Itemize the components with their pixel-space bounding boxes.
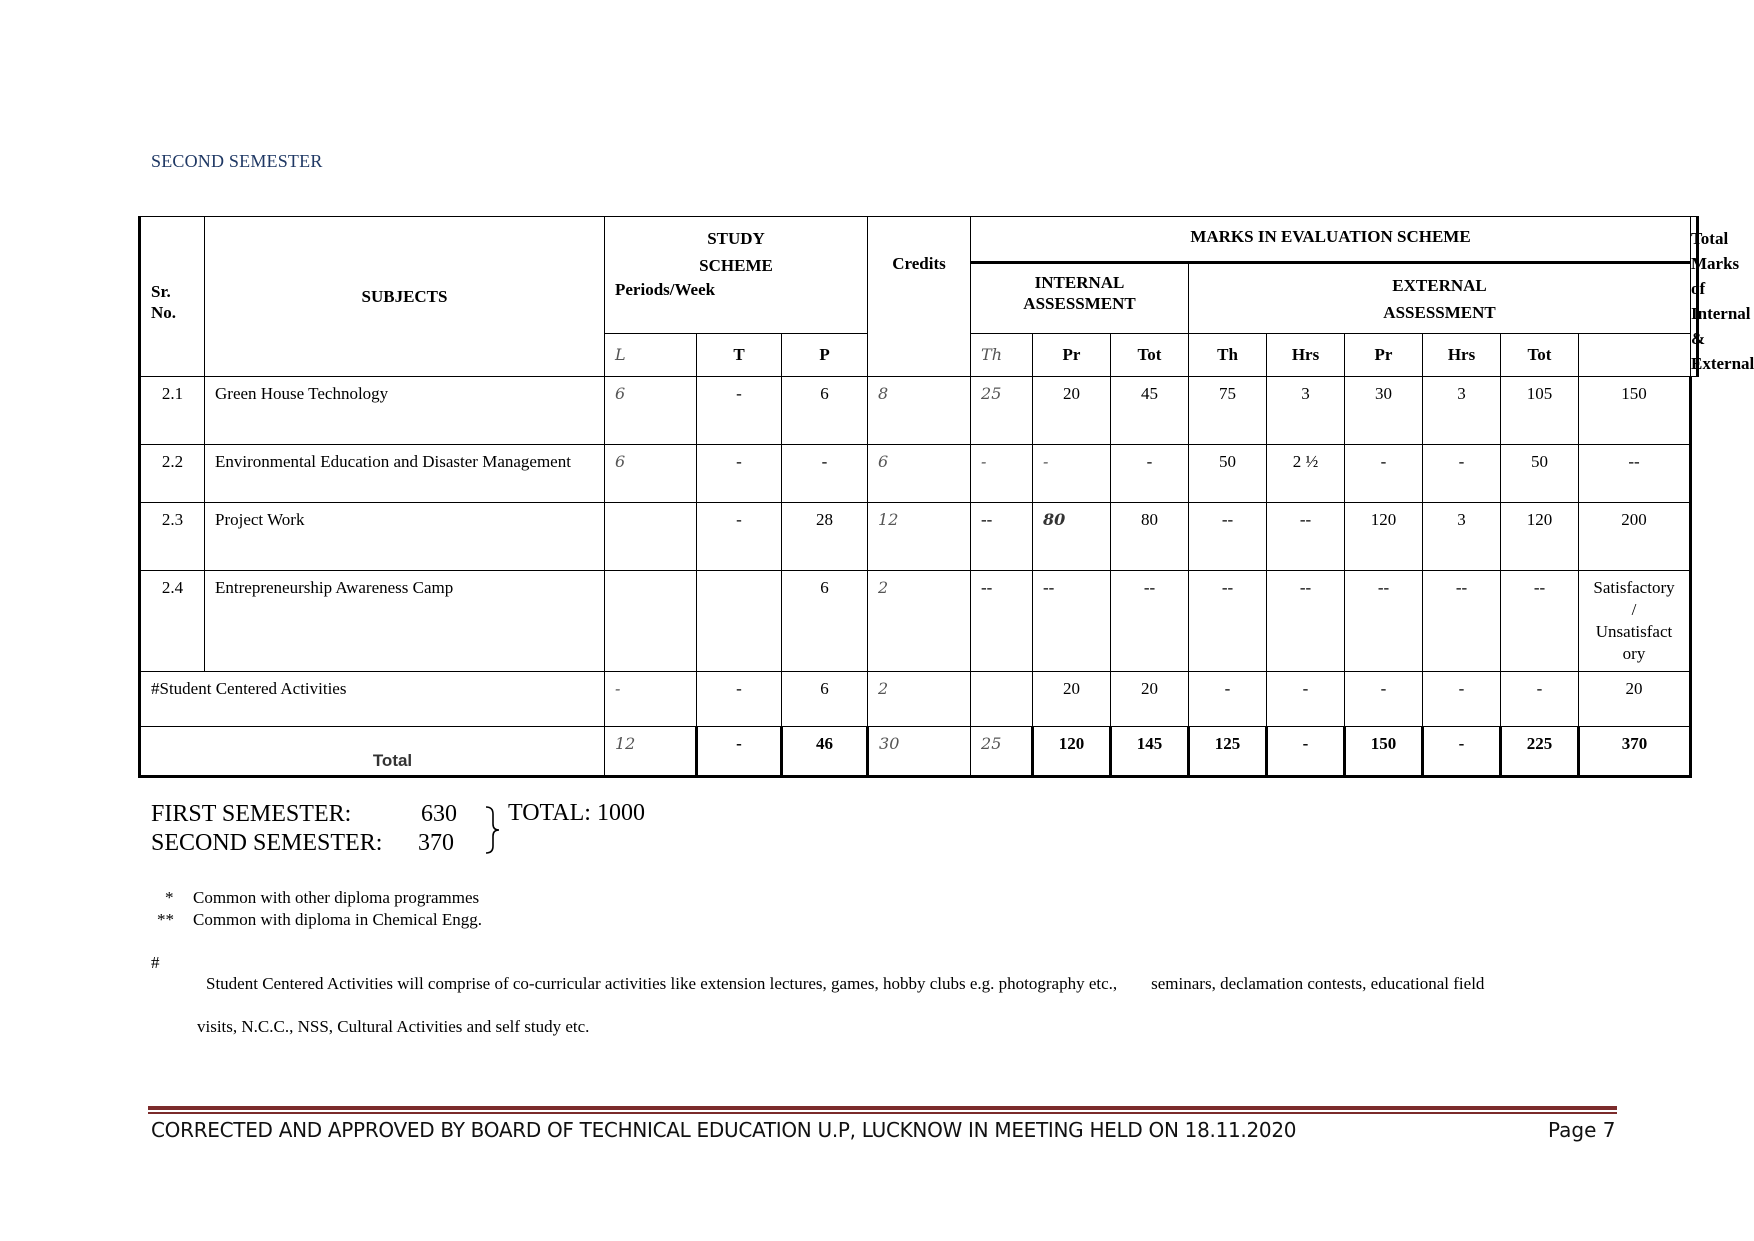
total-ext-pr: 150	[1345, 727, 1423, 777]
cell-ext-hrs: 2 ½	[1267, 445, 1345, 503]
footnote-continuation	[151, 1016, 1484, 1038]
cell-int-pr: 20	[1033, 672, 1111, 727]
cell-p: 6	[782, 672, 868, 727]
brace-icon	[484, 805, 504, 855]
total-ext-hrs: -	[1423, 727, 1501, 777]
cell-int-tot: 80	[1111, 503, 1189, 571]
semester-heading: SECOND SEMESTER	[151, 151, 323, 171]
cell-l: 6	[605, 377, 697, 445]
cell-t: -	[697, 377, 782, 445]
cell-p: 6	[782, 377, 868, 445]
cell-ext-th: 50	[1189, 445, 1267, 503]
cell-l	[605, 503, 697, 571]
header-ext-hrs: Hrs	[1423, 334, 1501, 377]
header-ext-pr: Pr	[1345, 334, 1423, 377]
cell-ext-hrs: 3	[1267, 377, 1345, 445]
cell-sr: 2.3	[140, 503, 205, 571]
total-int-th: 25	[971, 727, 1033, 777]
cell-l	[605, 571, 697, 672]
cell-ext-th: --	[1189, 503, 1267, 571]
cell-ext-pr: -	[1345, 445, 1423, 503]
table-row	[140, 445, 1698, 503]
first-semester-label: FIRST SEMESTER:	[151, 801, 352, 827]
activities-row	[140, 672, 1698, 727]
total-credits: 30	[868, 727, 971, 777]
header-study-scheme	[605, 217, 868, 334]
cell-ext-th: --	[1189, 571, 1267, 672]
cell-ext-pr: --	[1345, 571, 1423, 672]
cell-ext-th: 75	[1189, 377, 1267, 445]
table-row	[140, 377, 1698, 445]
cell-sr: 2.2	[140, 445, 205, 503]
header-t: T	[697, 334, 782, 377]
cell-ext-hrs: --	[1267, 571, 1345, 672]
header-int-tot: Tot	[1111, 334, 1189, 377]
cell-int-tot: 45	[1111, 377, 1189, 445]
cell-p: 6	[782, 571, 868, 672]
header-int-pr: Pr	[1033, 334, 1111, 377]
cell-t: -	[697, 503, 782, 571]
cell-sr: 2.4	[140, 571, 205, 672]
cell-t	[697, 571, 782, 672]
cell-ext-th: -	[1189, 672, 1267, 727]
cell-credits: 2	[868, 571, 971, 672]
footnote-text: visits, N.C.C., NSS, Cultural Activities and self study etc.	[197, 1017, 590, 1036]
footnote-item	[151, 887, 1484, 909]
footer-approval-text: CORRECTED AND APPROVED BY BOARD OF TECHNICAL EDUCATION U.P, LUCKNOW IN MEETING HELD ON 18.11.2020	[151, 1118, 1297, 1142]
cell-int-th: -	[971, 445, 1033, 503]
second-semester-label: SECOND SEMESTER:	[151, 830, 383, 856]
total-grand: 370	[1579, 727, 1691, 777]
study-scheme-label: STUDY SCHEME	[699, 229, 773, 275]
header-credits: Credits	[868, 217, 971, 377]
cell-ext-tot: 105	[1501, 377, 1579, 445]
header-p: P	[782, 334, 868, 377]
header-internal: INTERNAL ASSESSMENT	[971, 262, 1189, 334]
total-row	[140, 727, 1698, 777]
cell-ext-tot: --	[1501, 571, 1579, 672]
cell-int-pr: --	[1033, 571, 1111, 672]
footer-divider	[148, 1112, 1617, 1114]
cell-subject: #Student Centered Activities	[140, 672, 605, 727]
cell-int-pr: 80	[1033, 503, 1111, 571]
cell-int-th: 25	[971, 377, 1033, 445]
total-t: -	[697, 727, 782, 777]
evaluation-scheme-table	[138, 216, 1754, 778]
cell-subject: Entrepreneurship Awareness Camp	[205, 571, 605, 672]
cell-int-pr: 20	[1033, 377, 1111, 445]
cell-t: -	[697, 672, 782, 727]
cell-credits: 12	[868, 503, 971, 571]
cell-ext-hrs: --	[1267, 503, 1345, 571]
cell-ext-tot: 50	[1501, 445, 1579, 503]
cell-total: Satisfactory / Unsatisfact ory	[1579, 571, 1691, 672]
cell-ext-pr: 120	[1345, 503, 1423, 571]
first-semester-value: 630	[421, 801, 457, 827]
cell-total: 150	[1579, 377, 1691, 445]
footnote-mark: **	[157, 909, 174, 929]
cell-int-tot: 20	[1111, 672, 1189, 727]
total-int-tot: 145	[1111, 727, 1189, 777]
footnote-mark: #	[151, 952, 160, 972]
header-ext-th: Th	[1189, 334, 1267, 377]
header-external: EXTERNAL ASSESSMENT	[1189, 262, 1691, 334]
grand-total: TOTAL: 1000	[508, 800, 645, 826]
cell-ext-tot: -	[1501, 672, 1579, 727]
cell-subject: Project Work	[205, 503, 605, 571]
cell-total: 20	[1579, 672, 1691, 727]
footnote-text: Common with diploma in Chemical Engg.	[193, 909, 482, 929]
footnote-text: Student Centered Activities will comprise of co-curricular activities like extension lectures, games, hobby clubs e.g. photography etc., seminars, declamation contests, educational field	[206, 974, 1485, 993]
header-subjects: SUBJECTS	[205, 217, 605, 377]
total-ext-th: 125	[1189, 727, 1267, 777]
cell-int-pr: -	[1033, 445, 1111, 503]
total-label: Total	[140, 727, 605, 777]
header-sr-no: Sr. No.	[140, 217, 205, 377]
header-ext-tot: Tot	[1501, 334, 1579, 377]
header-marks-scheme: MARKS IN EVALUATION SCHEME	[971, 217, 1691, 263]
footnote-item	[151, 909, 1484, 931]
cell-ext-pr: -	[1345, 672, 1423, 727]
cell-ext-hrs: -	[1267, 672, 1345, 727]
cell-subject: Environmental Education and Disaster Management	[205, 445, 605, 503]
table-row	[140, 571, 1698, 672]
cell-t: -	[697, 445, 782, 503]
cell-int-th	[971, 672, 1033, 727]
cell-ext-tot: 120	[1501, 503, 1579, 571]
cell-sr: 2.1	[140, 377, 205, 445]
cell-int-th: --	[971, 571, 1033, 672]
cell-total: --	[1579, 445, 1691, 503]
header-total-marks: Total Marks of Internal & External	[1691, 217, 1698, 377]
cell-credits: 6	[868, 445, 971, 503]
total-p: 46	[782, 727, 868, 777]
second-semester-value: 370	[418, 830, 454, 856]
total-ext-tot: 225	[1501, 727, 1579, 777]
cell-ext-hrs: -	[1423, 445, 1501, 503]
total-l: 12	[605, 727, 697, 777]
total-ext-hrs: -	[1267, 727, 1345, 777]
cell-ext-pr: 30	[1345, 377, 1423, 445]
footnote-text: Common with other diploma programmes	[193, 888, 480, 907]
header-int-th: Th	[971, 334, 1033, 377]
cell-subject: Green House Technology	[205, 377, 605, 445]
cell-l: 6	[605, 445, 697, 503]
cell-ext-hrs: 3	[1423, 377, 1501, 445]
cell-ext-hrs: 3	[1423, 503, 1501, 571]
cell-p: 28	[782, 503, 868, 571]
cell-credits: 2	[868, 672, 971, 727]
cell-ext-hrs: -	[1423, 672, 1501, 727]
header-l: L	[605, 334, 697, 377]
cell-credits: 8	[868, 377, 971, 445]
cell-int-th: --	[971, 503, 1033, 571]
cell-total: 200	[1579, 503, 1691, 571]
header-ext-hrs: Hrs	[1267, 334, 1345, 377]
footnote-mark: *	[165, 888, 174, 907]
total-int-pr: 120	[1033, 727, 1111, 777]
cell-int-tot: -	[1111, 445, 1189, 503]
footnote-item	[151, 930, 1484, 1016]
footer-divider	[148, 1106, 1617, 1110]
periods-week-label: Periods/Week	[615, 280, 716, 299]
cell-int-tot: --	[1111, 571, 1189, 672]
cell-ext-hrs: --	[1423, 571, 1501, 672]
page-number: Page 7	[1548, 1118, 1616, 1142]
footnotes	[151, 887, 1484, 1038]
cell-p: -	[782, 445, 868, 503]
table-row	[140, 503, 1698, 571]
cell-l: -	[605, 672, 697, 727]
